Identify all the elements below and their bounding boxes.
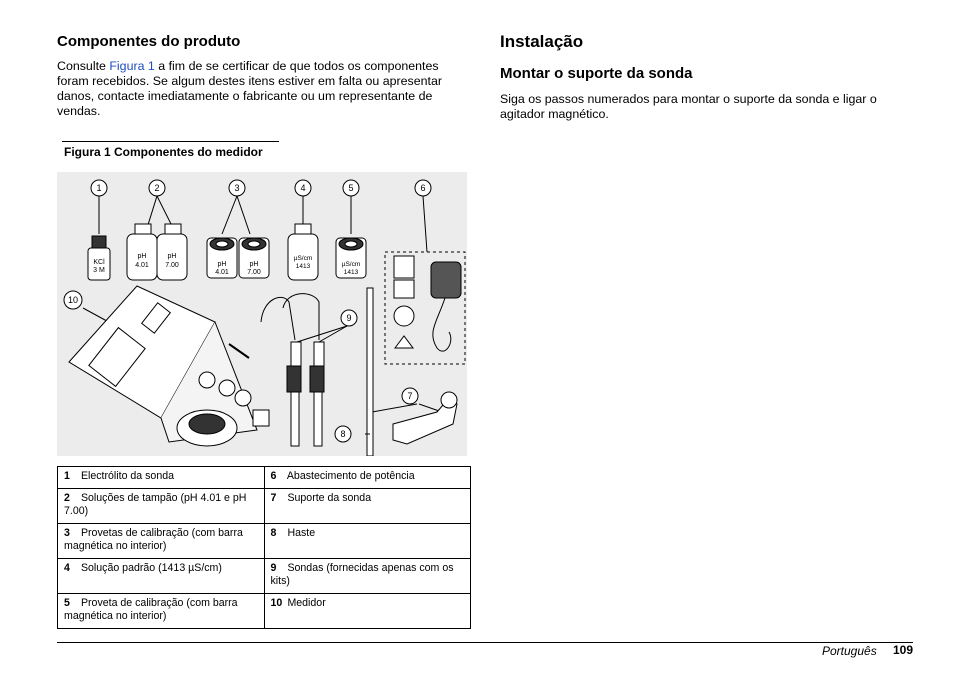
callout-3-label: 3	[234, 183, 240, 193]
legend-row	[58, 594, 471, 629]
page-number: 109	[893, 643, 914, 657]
legend-number: 3	[64, 527, 70, 539]
cal-401-label-1: pH	[217, 261, 227, 268]
legend-number: 1	[64, 470, 70, 482]
legend-row	[58, 559, 471, 594]
legend-text: Suporte da sonda	[287, 492, 372, 504]
legend-number: 4	[64, 562, 70, 574]
legend-cell	[58, 489, 265, 524]
legend-text: Proveta de calibração (com barra magnética no interior)	[64, 597, 238, 622]
support-rod	[367, 288, 373, 456]
callout-9-label: 9	[346, 313, 352, 323]
footer-rule	[57, 642, 913, 643]
components-legend-table	[57, 466, 471, 629]
legend-text: Solução padrão (1413 µS/cm)	[80, 562, 222, 574]
legend-text: Provetas de calibração (com barra magnética no interior)	[64, 527, 243, 552]
legend-number: 5	[64, 597, 70, 609]
legend-number: 9	[270, 562, 277, 574]
legend-cell	[264, 524, 471, 559]
legend-number: 2	[64, 492, 70, 504]
kcl-label-2: 3 M	[93, 267, 105, 274]
section-heading-installation: Instalação	[500, 32, 584, 51]
figure-link[interactable]: Figura 1	[109, 59, 155, 73]
legend-cell	[264, 489, 471, 524]
legend-text: Haste	[287, 527, 316, 539]
callout-2-label: 2	[154, 183, 160, 193]
legend-cell	[58, 524, 265, 559]
buffer-700-label-2: 7.00	[165, 262, 179, 269]
legend-text: Medidor	[287, 597, 326, 609]
paragraph-text-end: a fim de se certificar de que todos os componentes foram recebidos. Se algum destes itens estiver em falta ou apresentar danos, contacte imediatamente o fabricante ou um representante de vendas.	[57, 59, 442, 118]
cal-700-label-1: pH	[249, 261, 259, 268]
legend-cell	[58, 467, 265, 489]
components-figure	[57, 172, 467, 456]
legend-text: Sondas (fornecidas apenas com os kits)	[270, 562, 454, 587]
installation-paragraph: Siga os passos numerados para montar o suporte da sonda e ligar o agitador magnético.	[500, 92, 877, 121]
footer-language: Português	[822, 644, 877, 658]
legend-text: Electrólito da sonda	[80, 470, 175, 482]
buffer-401-label-2: 4.01	[135, 262, 149, 269]
legend-number: 6	[270, 470, 277, 482]
buffer-700-label-1: pH	[167, 253, 177, 260]
cal-700-label-2: 7.00	[247, 269, 261, 276]
std-label-2: 1413	[295, 263, 311, 270]
callout-5-label: 5	[348, 183, 354, 193]
legend-cell	[264, 467, 471, 489]
legend-cell	[58, 559, 265, 594]
callout-10-label: 10	[67, 295, 79, 305]
legend-number: 10	[270, 597, 283, 609]
legend-number: 7	[270, 492, 277, 504]
callout-4-label: 4	[300, 183, 306, 193]
figure-caption: Figura 1 Componentes do medidor	[64, 145, 263, 159]
callout-6-label: 6	[420, 183, 426, 193]
legend-cell	[58, 594, 265, 629]
legend-cell	[264, 594, 471, 629]
legend-text: Soluções de tampão (pH 4.01 e pH 7.00)	[64, 492, 247, 517]
components-paragraph	[57, 59, 467, 119]
figure-caption-rule	[62, 141, 279, 142]
section-heading-components: Componentes do produto	[57, 33, 241, 50]
legend-cell	[264, 559, 471, 594]
legend-row	[58, 524, 471, 559]
calstd-label-1: µS/cm	[341, 261, 361, 268]
legend-row	[58, 467, 471, 489]
legend-text: Abastecimento de potência	[286, 470, 415, 482]
kcl-label-1: KCl	[93, 259, 105, 266]
subheading-mount-probe-holder: Montar o suporte da sonda	[500, 65, 693, 82]
callout-8-label: 8	[340, 429, 346, 439]
cal-401-label-2: 4.01	[215, 269, 229, 276]
callout-7-label: 7	[407, 391, 413, 401]
paragraph-text-start: Consulte	[57, 59, 110, 73]
conductivity-calibration-beaker	[336, 238, 366, 278]
std-label-1: µS/cm	[293, 255, 313, 262]
buffer-401-label-1: pH	[137, 253, 147, 260]
legend-number: 8	[270, 527, 277, 539]
calstd-label-2: 1413	[343, 269, 359, 276]
legend-row	[58, 489, 471, 524]
callout-1-label: 1	[96, 183, 102, 193]
